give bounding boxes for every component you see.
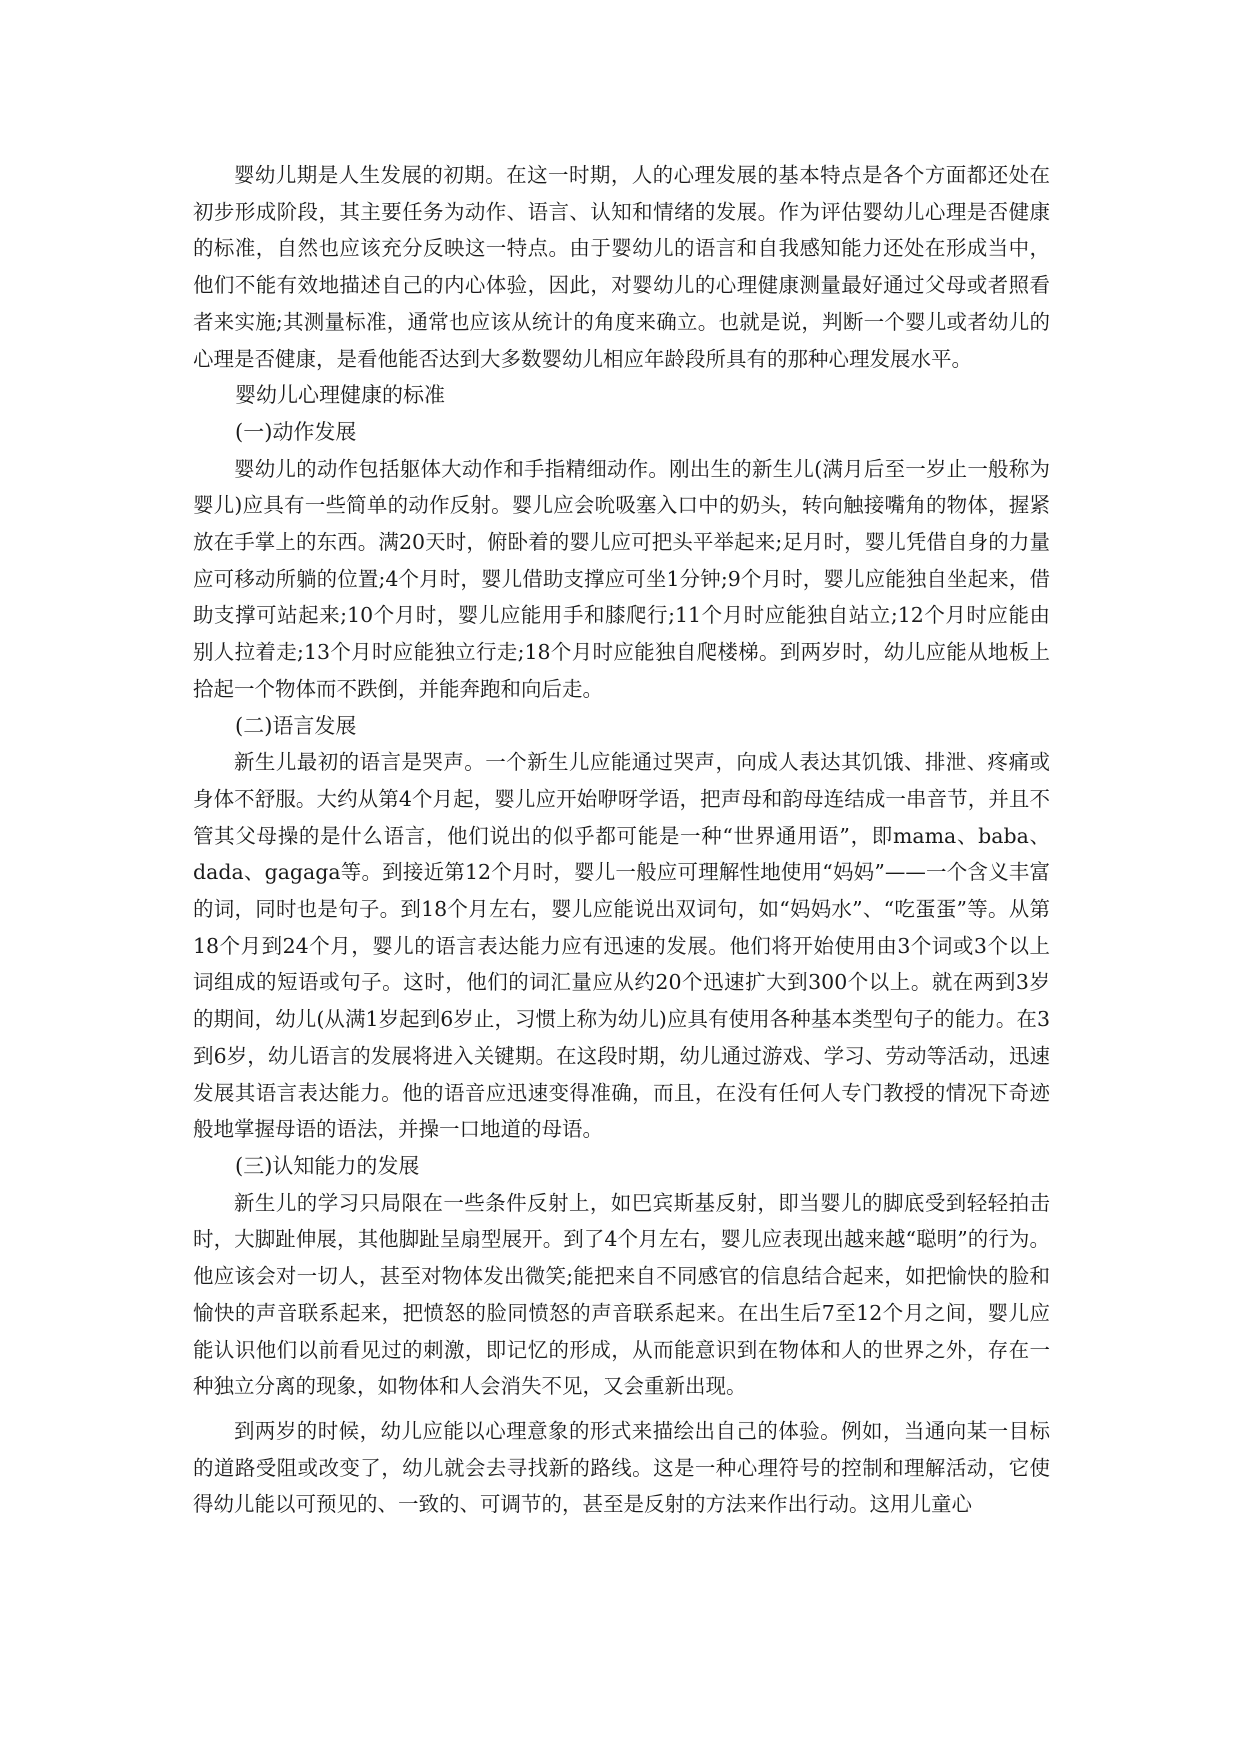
section-title: 婴幼儿心理健康的标准: [235, 383, 445, 408]
subsection-heading-language: (二)语言发展: [235, 713, 357, 738]
intro-paragraph: 婴幼儿期是人生发展的初期。在这一时期，人的心理发展的基本特点是各个方面都还处在初步形成阶段，其主要任务为动作、语言、认知和情绪的发展。作为评估婴幼儿心理是否健康的标准，自然也应该充分反映这一特点。由于婴幼儿的语言和自我感知能力还处在形成当中，他们不能有效地描述自己的内心体验，因此，对婴幼儿的心理健康测量最好通过父母或者照看者来实施;其测量标准，通常也应该从统计的角度来确立。也就是说，判断一个婴儿或者幼儿的心理是否健康，是看他能否达到大多数婴幼儿相应年龄段所具有的那种心理发展水平。: [193, 163, 1050, 371]
cognition-paragraph-1: 新生儿的学习只局限在一些条件反射上，如巴宾斯基反射，即当婴儿的脚底受到轻轻拍击时，大脚趾伸展，其他脚趾呈扇型展开。到了4个月左右，婴儿应表现出越来越“聪明”的行为。他应该会对一切人，甚至对物体发出微笑;能把来自不同感官的信息结合起来，如把愉快的脸和愉快的声音联系起来，把愤怒的脸同愤怒的声音联系起来。在出生后7至12个月之间，婴儿应能认识他们以前看见过的刺激，即记忆的形成，从而能意识到在物体和人的世界之外，存在一种独立分离的现象，如物体和人会消失不见，又会重新出现。: [193, 1190, 1050, 1399]
motor-development-paragraph: 婴幼儿的动作包括躯体大动作和手指精细动作。刚出生的新生儿(满月后至一岁止一般称为婴儿)应具有一些简单的动作反射。婴儿应会吮吸塞入口中的奶头，转向触接嘴角的物体，握紧放在手掌上的东西。满20天时，俯卧着的婴儿应可把头平举起来;足月时，婴儿凭借自身的力量应可移动所躺的位置;4个月时，婴儿借助支撑应可坐1分钟;9个月时，婴儿应能独自坐起来，借助支撑可站起来;10个月时，婴儿应能用手和膝爬行;11个月时应能独自站立;12个月时应能由别人拉着走;13个月时应能独立行走;18个月时应能独自爬楼梯。到两岁时，幼儿应能从地板上拾起一个物体而不跌倒，并能奔跑和向后走。: [193, 456, 1050, 701]
cognition-paragraph-2: 到两岁的时候，幼儿应能以心理意象的形式来描绘出自己的体验。例如，当通向某一目标的道路受阻或改变了，幼儿就会去寻找新的路线。这是一种心理符号的控制和理解活动，它使得幼儿能以可预见的、一致的、可调节的，甚至是反射的方法来作出行动。这用儿童心: [193, 1418, 1050, 1517]
document-page: [193, 157, 1050, 1523]
subsection-heading-motor: (一)动作发展: [235, 419, 357, 444]
subsection-heading-cognition: (三)认知能力的发展: [235, 1153, 420, 1178]
language-development-paragraph: 新生儿最初的语言是哭声。一个新生儿应能通过哭声，向成人表达其饥饿、排泄、疼痛或身体不舒服。大约从第4个月起，婴儿应开始咿呀学语，把声母和韵母连结成一串音节，并且不管其父母操的是什么语言，他们说出的似乎都可能是一种“世界通用语”，即mama、baba、dada、gagaga等。到接近第12个月时，婴儿一般应可理解性地使用“妈妈”——一个含义丰富的词，同时也是句子。到18个月左右，婴儿应能说出双词句，如“妈妈水”、“吃蛋蛋”等。从第18个月到24个月，婴儿的语言表达能力应有迅速的发展。他们将开始使用由3个词或3个以上词组成的短语或句子。这时，他们的词汇量应从约20个迅速扩大到300个以上。就在两到3岁的期间，幼儿(从满1岁起到6岁止，习惯上称为幼儿)应具有使用各种基本类型句子的能力。在3到6岁，幼儿语言的发展将进入关键期。在这段时期，幼儿通过游戏、学习、劳动等活动，迅速发展其语言表达能力。他的语音应迅速变得准确，而且，在没有任何人专门教授的情况下奇迹般地掌握母语的语法，并操一口地道的母语。: [193, 750, 1050, 1142]
